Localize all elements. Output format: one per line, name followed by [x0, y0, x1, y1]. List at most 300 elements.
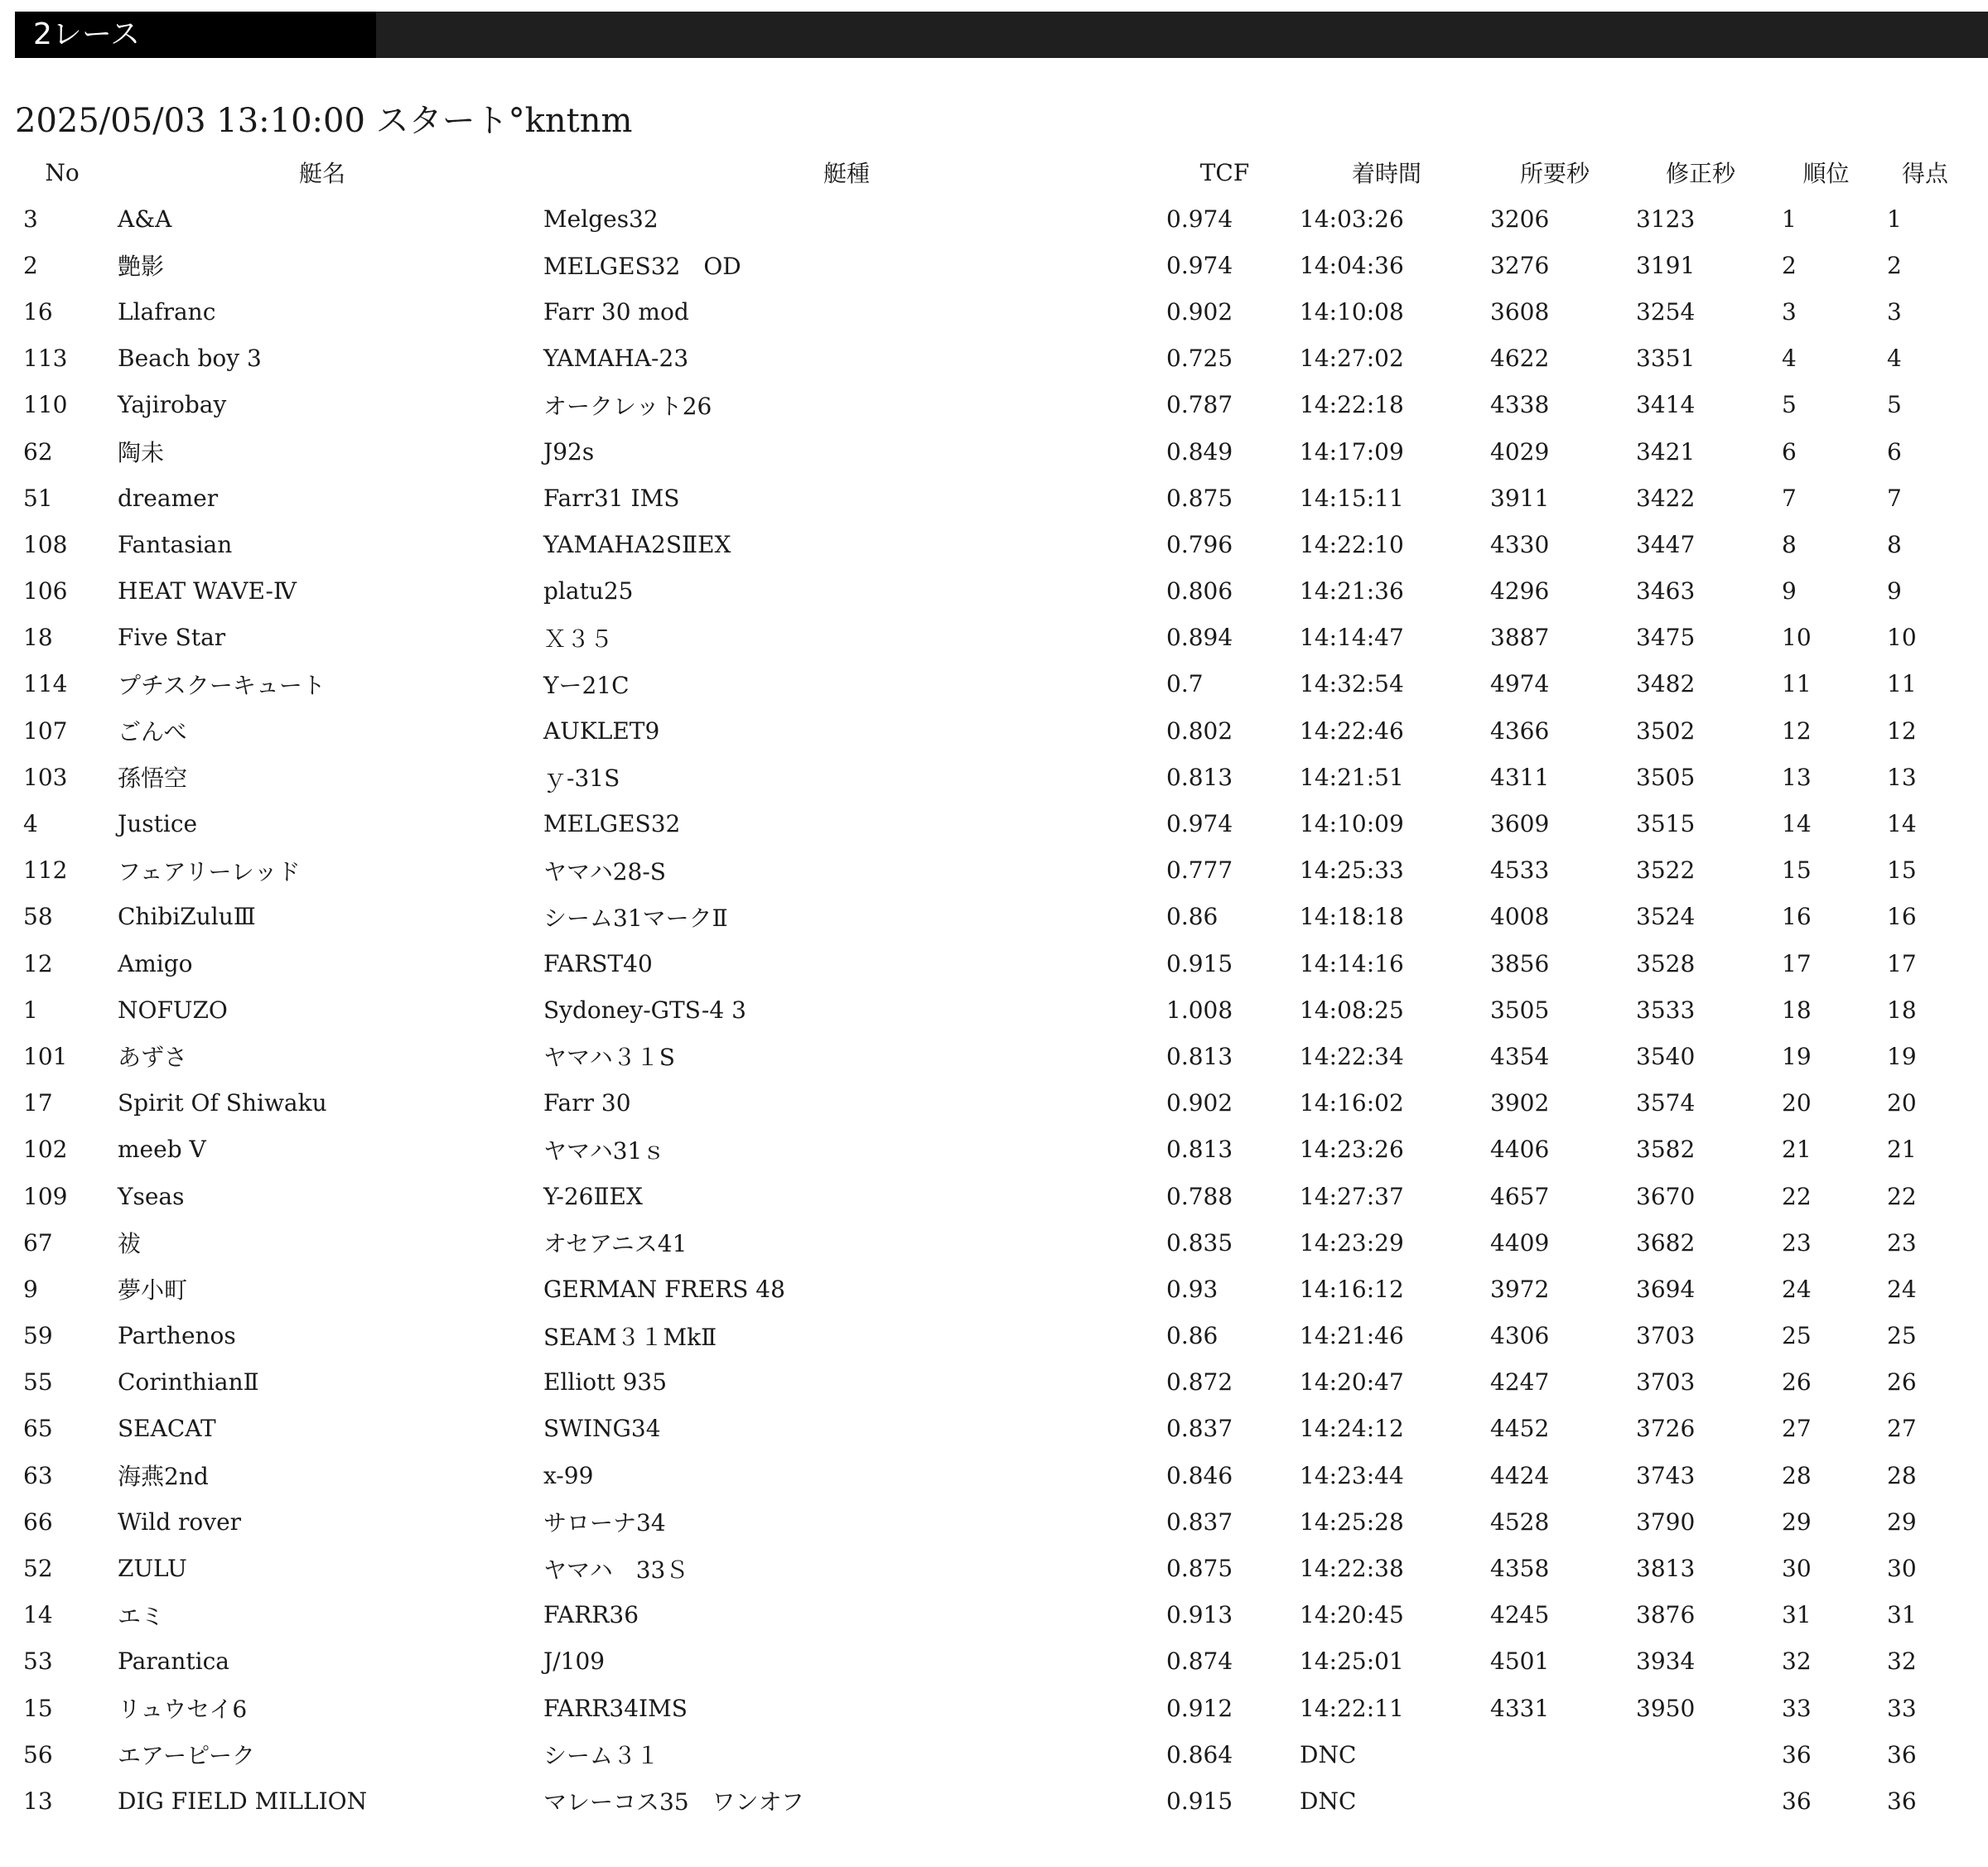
cell-elapsed-seconds: 4008 [1490, 903, 1550, 931]
cell-rank: 26 [1782, 1368, 1812, 1397]
cell-boat-class: オセアニス41 [543, 1230, 688, 1258]
cell-elapsed-seconds: 4409 [1490, 1228, 1550, 1257]
cell-points: 3 [1887, 297, 1902, 326]
cell-elapsed-seconds: 4501 [1490, 1647, 1550, 1676]
table-row [15, 1778, 1971, 1824]
cell-elapsed-seconds: 3609 [1490, 810, 1550, 838]
cell-boat-name: A&A [118, 205, 172, 233]
cell-no: 66 [23, 1508, 53, 1536]
cell-no: 101 [23, 1042, 68, 1070]
results-table [15, 149, 1971, 1825]
cell-corrected-seconds: 3515 [1636, 810, 1696, 838]
column-header-tcf: TCF [1199, 158, 1250, 186]
race-title: 2レース [33, 17, 141, 51]
cell-boat-name: Parantica [118, 1647, 229, 1676]
cell-boat-class: ヤマハ 33Ｓ [543, 1556, 689, 1584]
cell-boat-name: Llafranc [118, 297, 216, 326]
cell-boat-name: 孫悟空 [118, 765, 188, 793]
cell-rank: 10 [1782, 624, 1812, 652]
cell-elapsed-seconds: 3856 [1490, 949, 1550, 977]
cell-finish-time: 14:14:16 [1300, 949, 1404, 977]
cell-tcf: 0.813 [1166, 763, 1233, 791]
cell-points: 26 [1887, 1368, 1917, 1397]
cell-finish-time: 14:08:25 [1300, 996, 1404, 1024]
cell-corrected-seconds: 3528 [1636, 949, 1696, 977]
cell-rank: 15 [1782, 856, 1812, 885]
cell-boat-class: J/109 [543, 1647, 606, 1676]
table-row [15, 800, 1971, 847]
cell-no: 109 [23, 1182, 68, 1210]
cell-corrected-seconds: 3533 [1636, 996, 1696, 1024]
cell-no: 12 [23, 949, 53, 977]
table-row [15, 1638, 1971, 1685]
cell-corrected-seconds: 3682 [1636, 1228, 1696, 1257]
cell-boat-class: Farr 30 [543, 1089, 631, 1117]
column-header-no: No [45, 158, 80, 186]
cell-corrected-seconds: 3191 [1636, 251, 1696, 279]
cell-tcf: 0.974 [1166, 810, 1233, 838]
cell-boat-name: SEACAT [118, 1415, 216, 1443]
cell-points: 29 [1887, 1508, 1917, 1536]
cell-tcf: 0.902 [1166, 1089, 1233, 1117]
cell-boat-class: GERMAN FRERS 48 [543, 1275, 785, 1303]
cell-points: 7 [1887, 484, 1902, 512]
cell-elapsed-seconds: 4366 [1490, 716, 1550, 745]
cell-points: 1 [1887, 205, 1902, 233]
cell-corrected-seconds: 3876 [1636, 1601, 1696, 1629]
cell-boat-class: x-99 [543, 1461, 594, 1489]
cell-no: 112 [23, 856, 68, 885]
cell-no: 106 [23, 577, 68, 605]
cell-boat-name: Wild rover [118, 1508, 242, 1536]
cell-elapsed-seconds: 4296 [1490, 577, 1550, 605]
cell-points: 5 [1887, 391, 1902, 419]
cell-boat-name: プチスクーキュート [118, 671, 326, 699]
cell-rank: 1 [1782, 205, 1797, 233]
cell-boat-class: Y-26ⅡEX [543, 1182, 643, 1210]
cell-corrected-seconds: 3694 [1636, 1275, 1696, 1303]
cell-no: 9 [23, 1275, 38, 1303]
cell-no: 59 [23, 1322, 53, 1350]
cell-finish-time: 14:16:02 [1300, 1089, 1404, 1117]
cell-finish-time: 14:14:47 [1300, 624, 1404, 652]
cell-tcf: 0.849 [1166, 437, 1233, 466]
cell-no: 114 [23, 670, 68, 698]
cell-rank: 22 [1782, 1182, 1812, 1210]
cell-rank: 3 [1782, 297, 1797, 326]
cell-tcf: 0.837 [1166, 1508, 1233, 1536]
column-header-points: 得点 [1901, 160, 1948, 187]
cell-rank: 12 [1782, 716, 1812, 745]
cell-elapsed-seconds: 4622 [1490, 345, 1550, 373]
cell-points: 4 [1887, 345, 1902, 373]
table-row [15, 1080, 1971, 1126]
cell-elapsed-seconds: 3902 [1490, 1089, 1550, 1117]
cell-rank: 18 [1782, 996, 1812, 1024]
table-row [15, 1452, 1971, 1498]
cell-points: 9 [1887, 577, 1902, 605]
cell-finish-time: 14:25:33 [1300, 856, 1404, 885]
cell-boat-class: Farr31 IMS [543, 484, 680, 512]
table-row [15, 1126, 1971, 1173]
cell-tcf: 0.864 [1166, 1740, 1233, 1768]
cell-boat-name: NOFUZO [118, 996, 228, 1024]
cell-no: 4 [23, 810, 38, 838]
cell-rank: 24 [1782, 1275, 1812, 1303]
cell-boat-class: Ｘ３５ [543, 625, 614, 653]
cell-tcf: 0.912 [1166, 1694, 1233, 1722]
cell-no: 103 [23, 763, 68, 791]
cell-no: 62 [23, 437, 53, 466]
cell-tcf: 0.725 [1166, 345, 1233, 373]
table-row [15, 1545, 1971, 1591]
cell-no: 2 [23, 251, 38, 279]
cell-boat-class: ヤマハ28-S [543, 857, 666, 885]
cell-elapsed-seconds: 4245 [1490, 1601, 1550, 1629]
cell-tcf: 0.777 [1166, 856, 1233, 885]
table-row [15, 1219, 1971, 1266]
cell-points: 22 [1887, 1182, 1917, 1210]
cell-tcf: 0.7 [1166, 670, 1204, 698]
cell-boat-name: リュウセイ6 [118, 1696, 248, 1724]
cell-rank: 32 [1782, 1647, 1812, 1676]
cell-boat-class: オークレット26 [543, 392, 712, 420]
cell-boat-name: 夢小町 [118, 1276, 188, 1305]
cell-corrected-seconds: 3813 [1636, 1555, 1696, 1583]
cell-tcf: 0.974 [1166, 205, 1233, 233]
cell-points: 15 [1887, 856, 1917, 885]
table-row [15, 1592, 1971, 1638]
cell-boat-name: CorinthianⅡ [118, 1368, 259, 1397]
cell-finish-time: 14:22:34 [1300, 1042, 1404, 1070]
cell-no: 14 [23, 1601, 53, 1629]
table-row [15, 521, 1971, 567]
cell-boat-class: YAMAHA-23 [543, 345, 689, 373]
cell-points: 10 [1887, 624, 1917, 652]
cell-boat-name: meeb V [118, 1136, 206, 1164]
cell-finish-time: 14:18:18 [1300, 903, 1404, 931]
table-row [15, 615, 1971, 661]
cell-finish-time: 14:04:36 [1300, 251, 1404, 279]
cell-boat-class: SEAM３１MkⅡ [543, 1323, 717, 1351]
cell-corrected-seconds: 3414 [1636, 391, 1696, 419]
cell-tcf: 0.806 [1166, 577, 1233, 605]
cell-rank: 25 [1782, 1322, 1812, 1350]
cell-corrected-seconds: 3703 [1636, 1368, 1696, 1397]
table-row [15, 1406, 1971, 1452]
cell-corrected-seconds: 3726 [1636, 1415, 1696, 1443]
results-table-body [15, 195, 1971, 1825]
cell-elapsed-seconds: 4330 [1490, 530, 1550, 558]
cell-elapsed-seconds: 4331 [1490, 1694, 1550, 1722]
cell-corrected-seconds: 3482 [1636, 670, 1696, 698]
cell-tcf: 1.008 [1166, 996, 1233, 1024]
cell-elapsed-seconds [1482, 1778, 1628, 1824]
cell-corrected-seconds: 3502 [1636, 716, 1696, 745]
cell-boat-name: Parthenos [118, 1322, 236, 1350]
cell-corrected-seconds: 3522 [1636, 856, 1696, 885]
cell-tcf: 0.813 [1166, 1136, 1233, 1164]
table-header-row [15, 149, 1971, 195]
cell-rank: 28 [1782, 1461, 1812, 1489]
cell-no: 110 [23, 391, 68, 419]
cell-boat-class: Elliott 935 [543, 1368, 668, 1397]
cell-boat-name: ChibiZuluⅢ [118, 903, 256, 931]
table-row [15, 1359, 1971, 1406]
cell-boat-name: ごんべ [118, 718, 187, 746]
cell-rank: 5 [1782, 391, 1797, 419]
cell-no: 51 [23, 484, 53, 512]
cell-no: 102 [23, 1136, 68, 1164]
table-row [15, 475, 1971, 521]
cell-no: 18 [23, 624, 53, 652]
cell-finish-time: 14:23:29 [1300, 1228, 1404, 1257]
cell-rank: 20 [1782, 1089, 1812, 1117]
cell-elapsed-seconds: 3911 [1490, 484, 1550, 512]
cell-finish-time: 14:21:46 [1300, 1322, 1404, 1350]
cell-rank: 4 [1782, 345, 1797, 373]
cell-tcf: 0.788 [1166, 1182, 1233, 1210]
column-header-elapsed-seconds: 所要秒 [1519, 160, 1590, 187]
cell-elapsed-seconds: 4358 [1490, 1555, 1550, 1583]
cell-no: 53 [23, 1647, 53, 1676]
cell-rank: 19 [1782, 1042, 1812, 1070]
cell-no: 16 [23, 297, 53, 326]
cell-points: 33 [1887, 1694, 1917, 1722]
cell-finish-time: 14:22:11 [1300, 1694, 1404, 1722]
column-header-boat-name: 艇名 [298, 160, 345, 187]
cell-elapsed-seconds: 4247 [1490, 1368, 1550, 1397]
cell-boat-name: Five Star [118, 624, 226, 652]
cell-tcf: 0.913 [1166, 1601, 1233, 1629]
table-row [15, 987, 1971, 1033]
cell-boat-class: シーム31マークⅡ [543, 904, 728, 932]
cell-finish-time: 14:25:01 [1300, 1647, 1404, 1676]
cell-corrected-seconds: 3950 [1636, 1694, 1696, 1722]
cell-tcf: 0.915 [1166, 949, 1233, 977]
table-row [15, 428, 1971, 475]
column-header-boat-class: 艇種 [823, 160, 870, 187]
cell-boat-name: 祓 [118, 1230, 142, 1258]
cell-rank: 6 [1782, 437, 1797, 466]
cell-boat-class: AUKLET9 [543, 716, 660, 745]
cell-corrected-seconds: 3743 [1636, 1461, 1696, 1489]
table-row [15, 894, 1971, 940]
cell-corrected-seconds: 3475 [1636, 624, 1696, 652]
cell-finish-time: 14:16:12 [1300, 1275, 1404, 1303]
cell-elapsed-seconds: 4974 [1490, 670, 1550, 698]
cell-boat-name: エアーピーク [118, 1742, 256, 1770]
cell-rank: 11 [1782, 670, 1812, 698]
table-row [15, 1173, 1971, 1219]
cell-corrected-seconds: 3123 [1636, 205, 1696, 233]
cell-no: 63 [23, 1461, 53, 1489]
table-row [15, 1266, 1971, 1312]
cell-points: 36 [1887, 1787, 1917, 1815]
cell-boat-name: Fantasian [118, 530, 233, 558]
cell-boat-class: SWING34 [543, 1415, 661, 1443]
cell-elapsed-seconds: 4452 [1490, 1415, 1550, 1443]
cell-tcf: 0.915 [1166, 1787, 1233, 1815]
cell-elapsed-seconds: 3206 [1490, 205, 1550, 233]
cell-corrected-seconds: 3505 [1636, 763, 1696, 791]
cell-corrected-seconds: 3703 [1636, 1322, 1696, 1350]
cell-boat-class: Yー21C [543, 671, 630, 699]
cell-boat-class: FARR36 [543, 1601, 639, 1629]
table-row [15, 288, 1971, 335]
cell-tcf: 0.796 [1166, 530, 1233, 558]
cell-tcf: 0.875 [1166, 484, 1233, 512]
cell-elapsed-seconds: 4311 [1490, 763, 1550, 791]
cell-elapsed-seconds: 4029 [1490, 437, 1550, 466]
cell-rank: 21 [1782, 1136, 1812, 1164]
cell-corrected-seconds: 3540 [1636, 1042, 1696, 1070]
cell-boat-class: MELGES32 OD [543, 253, 741, 281]
cell-points: 23 [1887, 1228, 1917, 1257]
table-row [15, 754, 1971, 800]
cell-points: 17 [1887, 949, 1917, 977]
cell-finish-time: 14:27:37 [1300, 1182, 1404, 1210]
cell-finish-time: DNC [1300, 1740, 1357, 1768]
cell-boat-class: ｙ-31S [543, 765, 620, 793]
column-header-corrected-seconds: 修正秒 [1665, 160, 1735, 187]
table-row [15, 335, 1971, 382]
cell-boat-name: Yajirobay [118, 391, 227, 419]
cell-no: 52 [23, 1555, 53, 1583]
cell-corrected-seconds [1628, 1731, 1773, 1778]
cell-boat-class: J92s [543, 437, 595, 466]
table-row [15, 707, 1971, 754]
cell-finish-time: 14:20:47 [1300, 1368, 1404, 1397]
cell-no: 3 [23, 205, 38, 233]
cell-elapsed-seconds: 4528 [1490, 1508, 1550, 1536]
cell-boat-class: サローナ34 [543, 1509, 666, 1537]
cell-elapsed-seconds: 3505 [1490, 996, 1550, 1024]
cell-tcf: 0.974 [1166, 251, 1233, 279]
cell-rank: 16 [1782, 903, 1812, 931]
cell-no: 113 [23, 345, 68, 373]
table-row [15, 1731, 1971, 1778]
cell-elapsed-seconds: 3972 [1490, 1275, 1550, 1303]
cell-points: 12 [1887, 716, 1917, 745]
cell-no: 15 [23, 1694, 53, 1722]
cell-tcf: 0.872 [1166, 1368, 1233, 1397]
cell-boat-name: フェアリーレッド [118, 857, 301, 885]
cell-finish-time: 14:21:51 [1300, 763, 1404, 791]
cell-tcf: 0.837 [1166, 1415, 1233, 1443]
cell-boat-class: MELGES32 [543, 810, 681, 838]
table-row [15, 661, 1971, 707]
table-row [15, 242, 1971, 288]
cell-corrected-seconds: 3582 [1636, 1136, 1696, 1164]
cell-elapsed-seconds: 4424 [1490, 1461, 1550, 1489]
cell-tcf: 0.787 [1166, 391, 1233, 419]
table-row [15, 1033, 1971, 1079]
cell-boat-name: Spirit Of Shiwaku [118, 1089, 327, 1117]
cell-no: 55 [23, 1368, 53, 1397]
cell-corrected-seconds: 3422 [1636, 484, 1696, 512]
cell-rank: 30 [1782, 1555, 1812, 1583]
cell-points: 21 [1887, 1136, 1917, 1164]
cell-boat-class: platu25 [543, 577, 634, 605]
cell-no: 107 [23, 716, 68, 745]
cell-boat-name: 艶影 [118, 253, 165, 281]
cell-finish-time: 14:10:09 [1300, 810, 1404, 838]
cell-finish-time: 14:23:44 [1300, 1461, 1404, 1489]
cell-rank: 2 [1782, 251, 1797, 279]
cell-finish-time: 14:17:09 [1300, 437, 1404, 466]
cell-boat-name: 海燕2nd [118, 1463, 209, 1491]
cell-no: 108 [23, 530, 68, 558]
table-row [15, 847, 1971, 894]
cell-elapsed-seconds: 4657 [1490, 1182, 1550, 1210]
cell-boat-class: Sydoney-GTS-4 3 [543, 996, 746, 1024]
cell-corrected-seconds: 3670 [1636, 1182, 1696, 1210]
cell-finish-time: 14:32:54 [1300, 670, 1404, 698]
cell-elapsed-seconds: 3887 [1490, 624, 1550, 652]
cell-no: 67 [23, 1228, 53, 1257]
cell-points: 27 [1887, 1415, 1917, 1443]
cell-tcf: 0.93 [1166, 1275, 1218, 1303]
cell-no: 1 [23, 996, 38, 1024]
race-start-heading: 2025/05/03 13:10:00 スタート°kntnm [15, 102, 633, 140]
cell-points: 24 [1887, 1275, 1917, 1303]
cell-boat-name: あずさ [118, 1044, 188, 1072]
cell-tcf: 0.813 [1166, 1042, 1233, 1070]
cell-finish-time: 14:03:26 [1300, 205, 1404, 233]
cell-tcf: 0.86 [1166, 903, 1218, 931]
cell-boat-class: Farr 30 mod [543, 297, 689, 326]
cell-boat-name: Beach boy 3 [118, 345, 262, 373]
cell-no: 13 [23, 1787, 53, 1815]
cell-boat-name: エミ [118, 1602, 165, 1630]
cell-finish-time: 14:22:10 [1300, 530, 1404, 558]
cell-boat-name: DIG FIELD MILLION [118, 1787, 368, 1815]
cell-points: 13 [1887, 763, 1917, 791]
cell-elapsed-seconds: 4306 [1490, 1322, 1550, 1350]
table-row [15, 195, 1971, 242]
cell-corrected-seconds: 3463 [1636, 577, 1696, 605]
cell-elapsed-seconds: 4533 [1490, 856, 1550, 885]
cell-corrected-seconds: 3790 [1636, 1508, 1696, 1536]
cell-tcf: 0.802 [1166, 716, 1233, 745]
cell-finish-time: 14:20:45 [1300, 1601, 1404, 1629]
cell-rank: 17 [1782, 949, 1812, 977]
cell-tcf: 0.902 [1166, 297, 1233, 326]
cell-corrected-seconds: 3524 [1636, 903, 1696, 931]
cell-rank: 29 [1782, 1508, 1812, 1536]
cell-finish-time: 14:23:26 [1300, 1136, 1404, 1164]
cell-finish-time: 14:10:08 [1300, 297, 1404, 326]
cell-finish-time: DNC [1300, 1787, 1357, 1815]
cell-finish-time: 14:27:02 [1300, 345, 1404, 373]
cell-elapsed-seconds: 4354 [1490, 1042, 1550, 1070]
cell-rank: 8 [1782, 530, 1797, 558]
cell-points: 31 [1887, 1601, 1917, 1629]
cell-points: 14 [1887, 810, 1917, 838]
cell-boat-name: Amigo [118, 949, 193, 977]
cell-boat-class: ヤマハ31ｓ [543, 1136, 666, 1165]
cell-points: 6 [1887, 437, 1902, 466]
race-title-bar [15, 12, 1988, 58]
cell-boat-class: YAMAHA2SⅡEX [543, 530, 731, 558]
table-row [15, 1313, 1971, 1359]
cell-rank: 27 [1782, 1415, 1812, 1443]
cell-corrected-seconds: 3574 [1636, 1089, 1696, 1117]
cell-tcf: 0.86 [1166, 1322, 1218, 1350]
cell-boat-class: FARST40 [543, 949, 653, 977]
cell-no: 65 [23, 1415, 53, 1443]
